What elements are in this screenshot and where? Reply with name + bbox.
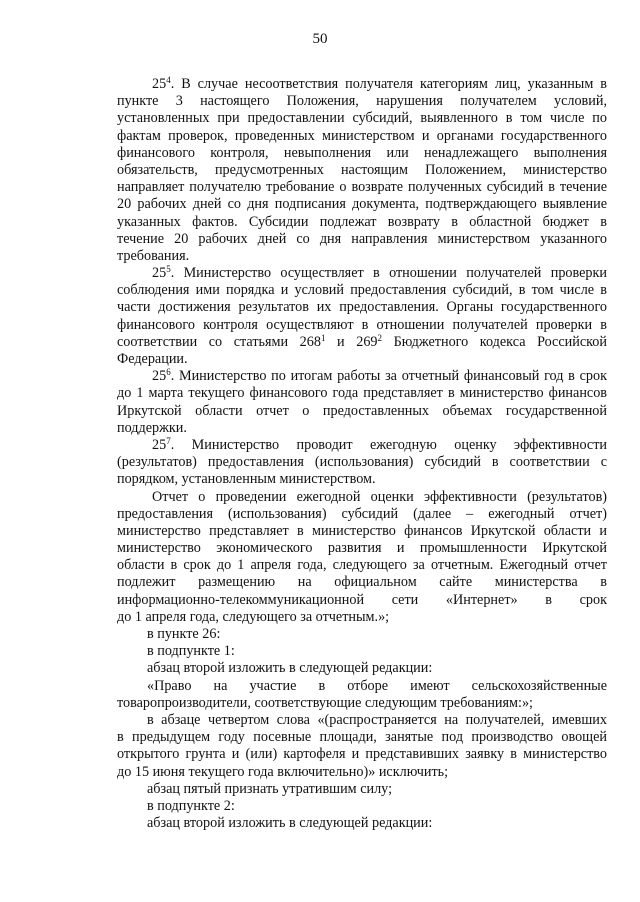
text-line: «Право на участие в отборе имеют сельскохозяйственные (147, 677, 607, 694)
text-line: фактам проверок, проведенных министерством и органами государственного (117, 127, 607, 144)
text-line: обязательств, предусмотренных настоящим Положением, министерство (117, 161, 607, 178)
text-line: $25^4$. В случае несоответствия получателя категориям лиц, указанным в (152, 75, 607, 92)
text-line: в подпункте 2: (147, 797, 235, 814)
text-line: предоставления (использования) субсидий (далее – ежегодный отчет) (117, 505, 607, 522)
text-line: открытого грунта и (или) картофеля и представивших заявку в министерство (117, 746, 607, 763)
text-line: направляет получателю требование о возврате полученных субсидий в течение (117, 179, 607, 196)
text-line: указанных фактов. Субсидии подлежат возврату в областной бюджет в (117, 213, 607, 230)
text-line: до 1 марта текущего финансового года представляет в министерство финансов (117, 385, 607, 402)
text-line: требования. (117, 247, 190, 264)
text-line: (результатов) предоставления (использования) субсидий в соответствии с (117, 454, 607, 471)
text-line: в пункте 26: (147, 626, 221, 642)
text-line: финансового контроля осуществляют в отношении получателей проверки в (117, 316, 607, 333)
text-line: соответствии со статьями $268^1$ и $269^2$ Бюджетного кодекса Российской (117, 332, 607, 350)
text-line: информационно-телекоммуникационной сети «Интернет» в срок (117, 591, 607, 608)
text-line: установленных при предоставлении субсидий, выявленного в том числе по (117, 110, 607, 127)
text-line: области в срок до 1 апреля года, следующего за отчетным. Ежегодный отчет (117, 557, 607, 574)
text-line: поддержки. (117, 419, 187, 436)
text-line: соблюдения ими порядка и условий предоставления субсидий, в том числе в (117, 282, 607, 299)
text-line: Иркутской области отчет о предоставленных объемах государственной (117, 402, 607, 419)
text-line: до 15 июня текущего года включительно)» исключить; (117, 763, 449, 780)
text-line: $25^5$. Министерство осуществляет в отношении получателей проверки (152, 264, 607, 282)
text-line: абзац пятый признать утратившим силу; (147, 780, 393, 797)
text-line: финансового контроля, невыполнения или ненадлежащего выполнения (117, 144, 607, 161)
text-line: до 1 апреля года, следующего за отчетным.»; (117, 608, 390, 625)
text-line: Отчет о проведении ежегодной оценки эффективности (результатов) (152, 488, 607, 505)
text-line: подлежит размещению на официальном сайте министерства в (117, 574, 607, 591)
text-line: Федерации. (117, 351, 188, 367)
text-line: в подпункте 1: (147, 643, 235, 660)
text-line: части достижения результатов их предоставления. Органы государственного (117, 299, 607, 316)
text-line: в абзаце четвертом слова «(распространяется на получателей, имевших (147, 711, 607, 728)
text-line: министерство экономического развития и промышленности Иркутской (117, 540, 607, 557)
text-line: $25^6$. Министерство по итогам работы за отчетный финансовый год в срок (152, 367, 607, 385)
text-line: $25^7$. Министерство проводит ежегодную оценку эффективности (152, 435, 607, 453)
text-line: абзац второй изложить в следующей редакции: (147, 815, 433, 832)
text-line: абзац второй изложить в следующей редакции: (147, 660, 433, 677)
text-line: товаропроизводители, соответствующие следующим требованиям:»; (117, 694, 533, 711)
text-line: пункте 3 настоящего Положения, нарушения получателем условий, (117, 93, 607, 110)
text-line: течение 20 рабочих дней со дня направления министерством указанного (117, 230, 607, 247)
document-body (117, 76, 607, 832)
page-number: 50 (312, 31, 328, 47)
text-line: 20 рабочих дней со дня подписания документа, подтверждающего выявление (117, 196, 607, 213)
text-line: министерство представляет в министерство финансов Иркутской области и (117, 522, 607, 539)
text-line: порядком, установленным министерством. (117, 471, 376, 488)
text-line: в предыдущем году посевные площади, занятые под производство овощей (117, 729, 607, 746)
